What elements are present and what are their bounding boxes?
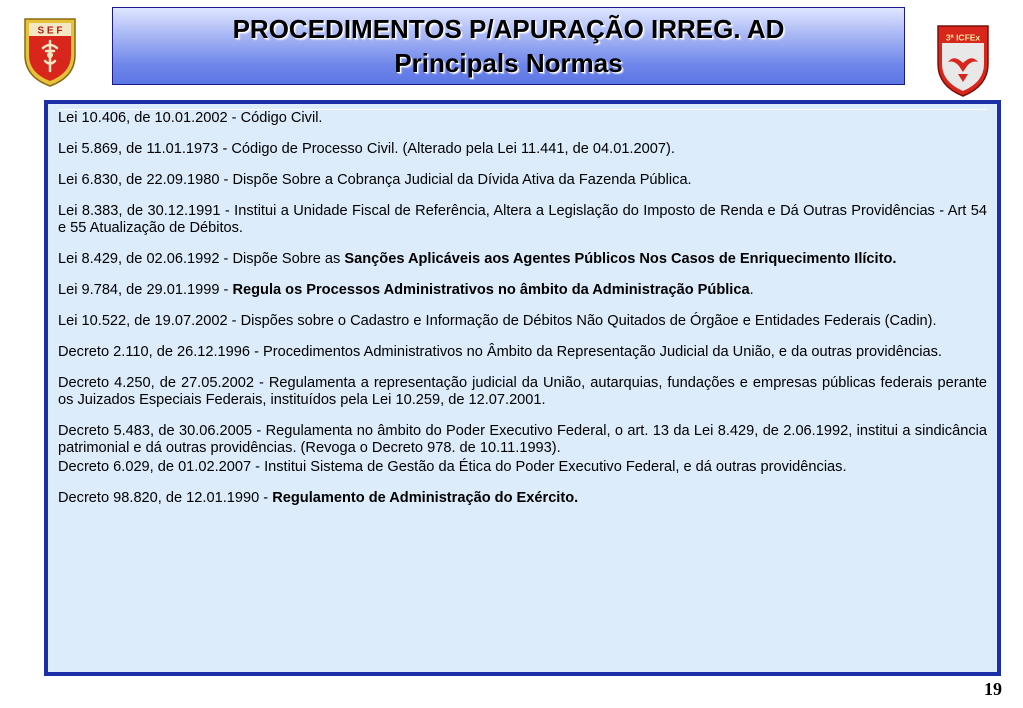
legislation-item: Lei 5.869, de 11.01.1973 - Código de Processo Civil. (Alterado pela Lei 11.441, de 04.01.2007). bbox=[58, 141, 675, 157]
svg-text:3ª ICFEx: 3ª ICFEx bbox=[945, 32, 981, 43]
legislation-item-emphasis: Regulamento de Administração do Exército. bbox=[272, 490, 579, 506]
icfex-emblem-logo bbox=[934, 22, 992, 105]
legislation-item-emphasis: Sanções Aplicáveis aos Agentes Públicos Nos Casos de Enriquecimento Ilícito. bbox=[344, 251, 897, 267]
legislation-item-emphasis: Regula os Processos Administrativos no âmbito da Administração Pública bbox=[232, 282, 750, 298]
legislation-item: Decreto 2.110, de 26.12.1996 - Procedimentos Administrativos no Âmbito da Representação Judicial da União, e da outras providências. bbox=[58, 344, 942, 360]
slide-subtitle: Principals Normas bbox=[394, 48, 623, 78]
svg-text:S E F: S E F bbox=[37, 25, 63, 37]
legislation-item: Lei 9.784, de 29.01.1999 - Regula os Processos Administrativos no âmbito da Administração Pública. bbox=[58, 282, 754, 298]
legislation-list-panel bbox=[44, 100, 1001, 676]
legislation-item: Lei 8.429, de 02.06.1992 - Dispõe Sobre as Sanções Aplicáveis aos Agentes Públicos Nos Casos de Enriquecimento Ilícito. bbox=[58, 251, 897, 267]
legislation-item: Lei 10.522, de 19.07.2002 - Dispões sobre o Cadastro e Informação de Débitos Não Quitados de Órgãoe e Entidades Federais (Cadin). bbox=[58, 313, 937, 329]
legislation-item: Lei 6.830, de 22.09.1980 - Dispõe Sobre a Cobrança Judicial da Dívida Ativa da Fazenda Pública. bbox=[58, 172, 692, 188]
slide-title: PROCEDIMENTOS P/APURAÇÃO IRREG. AD bbox=[232, 14, 785, 44]
legislation-item: Decreto 4.250, de 27.05.2002 - Regulamenta a representação judicial da União, autarquias, fundações e empresas públicas federais perante os Juizados Especiais Federais, instituídos pela Lei 10.259, de 12.07.2001. bbox=[58, 375, 987, 408]
page-number: 19 bbox=[984, 679, 1002, 699]
legislation-item: Decreto 5.483, de 30.06.2005 - Regulamenta no âmbito do Poder Executivo Federal, o art. 13 da Lei 8.429, de 2.06.1992, institui a sindicância patrimonial e dá outras providências. (Revoga o Decreto 978. de 10.11.1993). bbox=[58, 423, 987, 456]
sef-emblem-logo bbox=[21, 15, 79, 94]
legislation-item: Lei 8.383, de 30.12.1991 - Institui a Unidade Fiscal de Referência, Altera a Legislação do Imposto de Renda e Dá Outras Providências - Art 54 e 55 Atualização de Débitos. bbox=[58, 203, 987, 236]
slide-title-box bbox=[112, 7, 905, 85]
legislation-item: Decreto 6.029, de 01.02.2007 - Institui Sistema de Gestão da Ética do Poder Executivo Federal, e dá outras providências. bbox=[58, 459, 847, 475]
legislation-item: Decreto 98.820, de 12.01.1990 - Regulamento de Administração do Exército. bbox=[58, 490, 579, 506]
legislation-item: Lei 10.406, de 10.01.2002 - Código Civil. bbox=[58, 110, 323, 126]
